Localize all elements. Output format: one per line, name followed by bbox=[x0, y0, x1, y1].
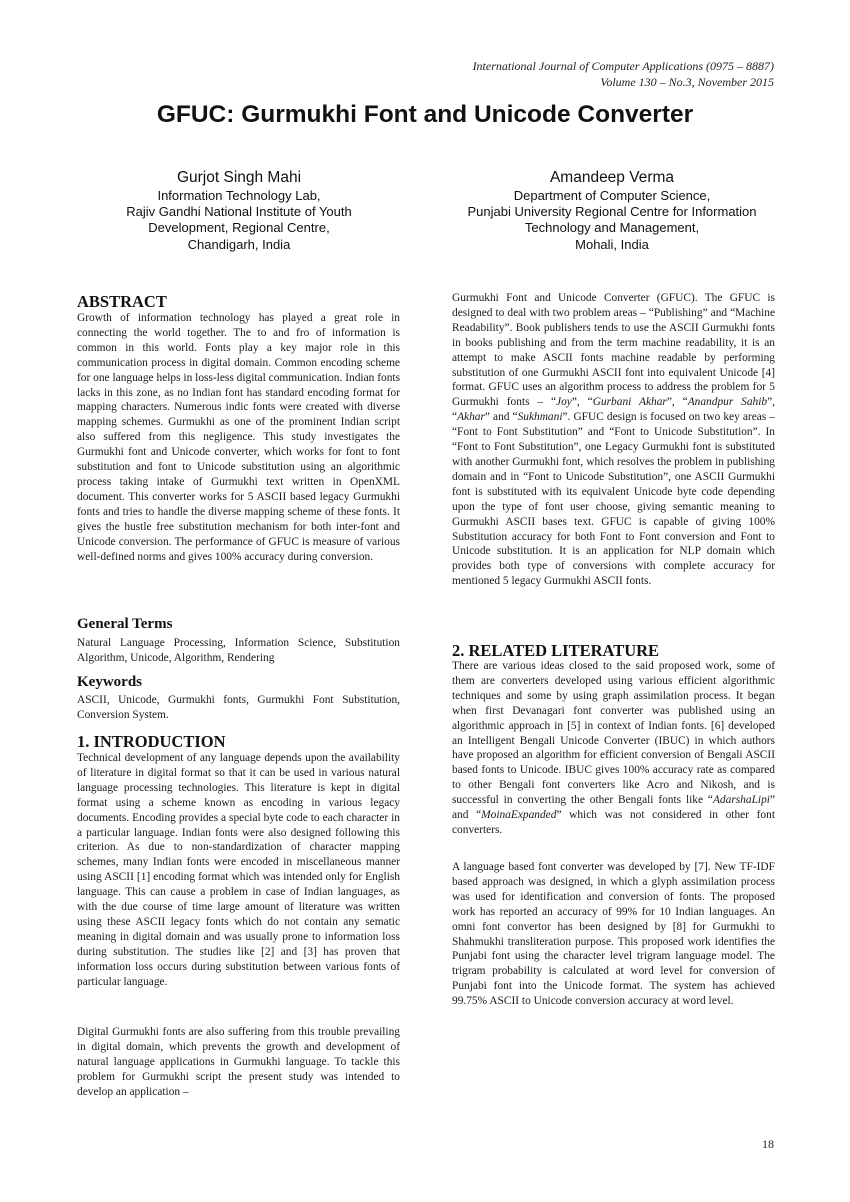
author-affiliation-line: Department of Computer Science, bbox=[513, 188, 711, 203]
author-affiliation-line: Mohali, India bbox=[575, 236, 649, 252]
font-name-anandpur-sahib: Anandpur Sahib bbox=[687, 396, 768, 409]
author-affiliation-line: Development, Regional Centre, bbox=[148, 220, 330, 236]
keywords-heading: Keywords bbox=[77, 674, 142, 690]
font-name-adarshalipi: AdarshaLipi bbox=[712, 794, 770, 807]
author-affiliation-line: Rajiv Gandhi National Institute of Youth bbox=[126, 204, 352, 220]
related-literature-paragraph-1: There are various ideas closed to the said proposed work, some of them are converters developed using various efficient algorithmic techniques and some by using graph assimilation process. It began when first Devanagari font converter was published using an algorithmic approach in [5] in context of Indian fonts. [6] developed an Intelligent Bengali Unicode Converter (IBUC) in which authors have proposed an algorithm for efficient conversion of Bengali ASCII based fonts to Unicode. IBUC gives 100% accuracy rate as compared to other Bengali font converters like Acro and Nikosh, and is successful in converting the other Bengali fonts like “AdarshaLipi” and “MoinaExpanded” which was not considered in other font converters. bbox=[452, 660, 775, 836]
introduction-heading: 1. INTRODUCTION bbox=[77, 732, 226, 751]
author-block-2 bbox=[448, 168, 776, 253]
font-name-joy: Joy bbox=[556, 396, 572, 409]
general-terms-text: Natural Language Processing, Information Science, Substitution Algorithm, Unicode, Algorithm, Rendering bbox=[77, 637, 400, 664]
abstract-text: Growth of information technology has played a great role in connecting the world together. The to and fro of information is common in this world. Fonts play a key major role in this communication process in digital domain. Common encoding scheme for one language helps in loss-less digital communication. Indian fonts lacks in this zone, as no Indian font has standard encoding format for mapping characters. Numerous indic fonts were created with diverse mapping schemes. Gurmukhi as one of the prominent Indian script also suffered from this negligence. This study investigates the Gurmukhi font and Unicode converter, which works for font to font substitution and font to Unicode substitution using an algorithmic process taking intake of Gurmukhi text written in OpenXML document. This converter works for 5 ASCII based legacy Gurmukhi fonts and tries to handle the diverse mapping scheme of these fonts. It gives the hustle free substitution mechanism for both inter-font and Unicode conversion. The performance of GFUC is measure of various well-defined norms and gives 100% accuracy during conversion. bbox=[77, 312, 400, 563]
keywords-text: ASCII, Unicode, Gurmukhi fonts, Gurmukhi Font Substitution, Conversion System. bbox=[77, 694, 400, 721]
author-name: Gurjot Singh Mahi bbox=[176, 169, 302, 186]
author-block-1 bbox=[88, 168, 390, 253]
font-name-gurbani-akhar: Gurbani Akhar bbox=[592, 396, 667, 409]
paper-title: GFUC: Gurmukhi Font and Unicode Converter bbox=[156, 101, 694, 128]
related-literature-paragraph-2: A language based font converter was developed by [7]. New TF-IDF based approach was designed, in which a glyph assimilation process was used for identification and conversion of fonts. The proposed work has reported an accuracy of 99% for 10 Indian languages. An omni font convertor has been designed by [8] for Gurmukhi to Shahmukhi transliteration purpose. This proposed work identifies the Punjabi font using the character level trigram language model. The trigram probability is calculated at word level for conversion of Punjabi font into the Unicode format. The system has achieved 99.75% ASCII to Unicode conversion accuracy at word level. bbox=[452, 861, 775, 1008]
font-name-moinaexpanded: MoinaExpanded bbox=[481, 809, 557, 822]
author-name: Amandeep Verma bbox=[549, 169, 675, 186]
journal-header bbox=[473, 58, 774, 90]
page-number: 18 bbox=[762, 1137, 774, 1151]
author-affiliation-line: Technology and Management, bbox=[524, 220, 700, 236]
journal-citation: International Journal of Computer Applications (0975 – 8887) bbox=[472, 59, 774, 73]
journal-volume: Volume 130 – No.3, November 2015 bbox=[600, 75, 774, 89]
font-name-akhar: Akhar bbox=[457, 411, 485, 424]
abstract-heading: ABSTRACT bbox=[77, 292, 167, 311]
font-name-sukhmani: Sukhmani bbox=[517, 411, 563, 424]
introduction-paragraph-2: Digital Gurmukhi fonts are also suffering from this trouble prevailing in digital domain, which prevents the growth and development of natural language applications in Gurmukhi language. To tackle this problem for Gurmukhi script the present study was intended to develop an application – bbox=[77, 1026, 400, 1098]
author-affiliation-line: Information Technology Lab, bbox=[157, 188, 321, 203]
author-affiliation-line: Punjabi University Regional Centre for Information bbox=[467, 204, 757, 220]
general-terms-heading: General Terms bbox=[77, 616, 173, 632]
introduction-paragraph-1: Technical development of any language depends upon the availability of literature in digital format so that it can be used in various natural language processing technologies. This literature is kept in digital format using a scheme known as encoding in various legacy documents. Encoding provides a special byte code to each character in a particular language. Indian fonts were also designed following this criterion. As due to non-standardization of character mapping schemes, many Indian fonts were encoded in miscellaneous manner using ASCII [1] encoding format which was intended only for English language. This can cause a problem in case of Indian languages, as with the due course of time large amount of literature was written using these ASCII legacy fonts which do not contain any sematic meaning in digital domain and was usually prone to information loss during substitution. The studies like [2] and [3] has proven that information loss occurs during substitution between various fonts of particular language. bbox=[77, 752, 400, 988]
author-affiliation-line: Chandigarh, India bbox=[187, 236, 291, 252]
introduction-paragraph-3: Gurmukhi Font and Unicode Converter (GFUC). The GFUC is designed to deal with two problem areas – “Publishing” and “Machine Readability”. Book publishers tends to use the ASCII Gurmukhi fonts in books publishing and from the term machine readability, it is an attempt to make ASCII fonts machine readable by performing substitution of one Gurmukhi ASCII font into equivalent Unicode [4] format. GFUC uses an algorithm process to address the problem for 5 Gurmukhi fonts – “Joy”, “Gurbani Akhar”, “Anandpur Sahib”, “Akhar” and “Sukhmani”. GFUC design is focused on two key areas – “Font to Font Substitution” and “Font to Unicode Substitution”. In “Font to Font Substitution”, one Legacy Gurmukhi font is substituted with another Gurmukhi font, which resolves the problem in publishing domain and in “Font to Unicode Substitution”, one ASCII Gurmukhi font is substituted with its equivalent Unicode byte code depending upon the type of font user choose, giving semantic meaning to Gurmukhi ASCII bases text. GFUC is capable of giving 100% Substitution accuracy for both Font to Font conversion and Font to Unicode substitution. It is an application for NLP domain which provides both type of conversions with complete accuracy for mentioned 5 legacy Gurmukhi ASCII fonts. bbox=[452, 292, 776, 588]
related-literature-heading: 2. RELATED LITERATURE bbox=[452, 641, 660, 660]
